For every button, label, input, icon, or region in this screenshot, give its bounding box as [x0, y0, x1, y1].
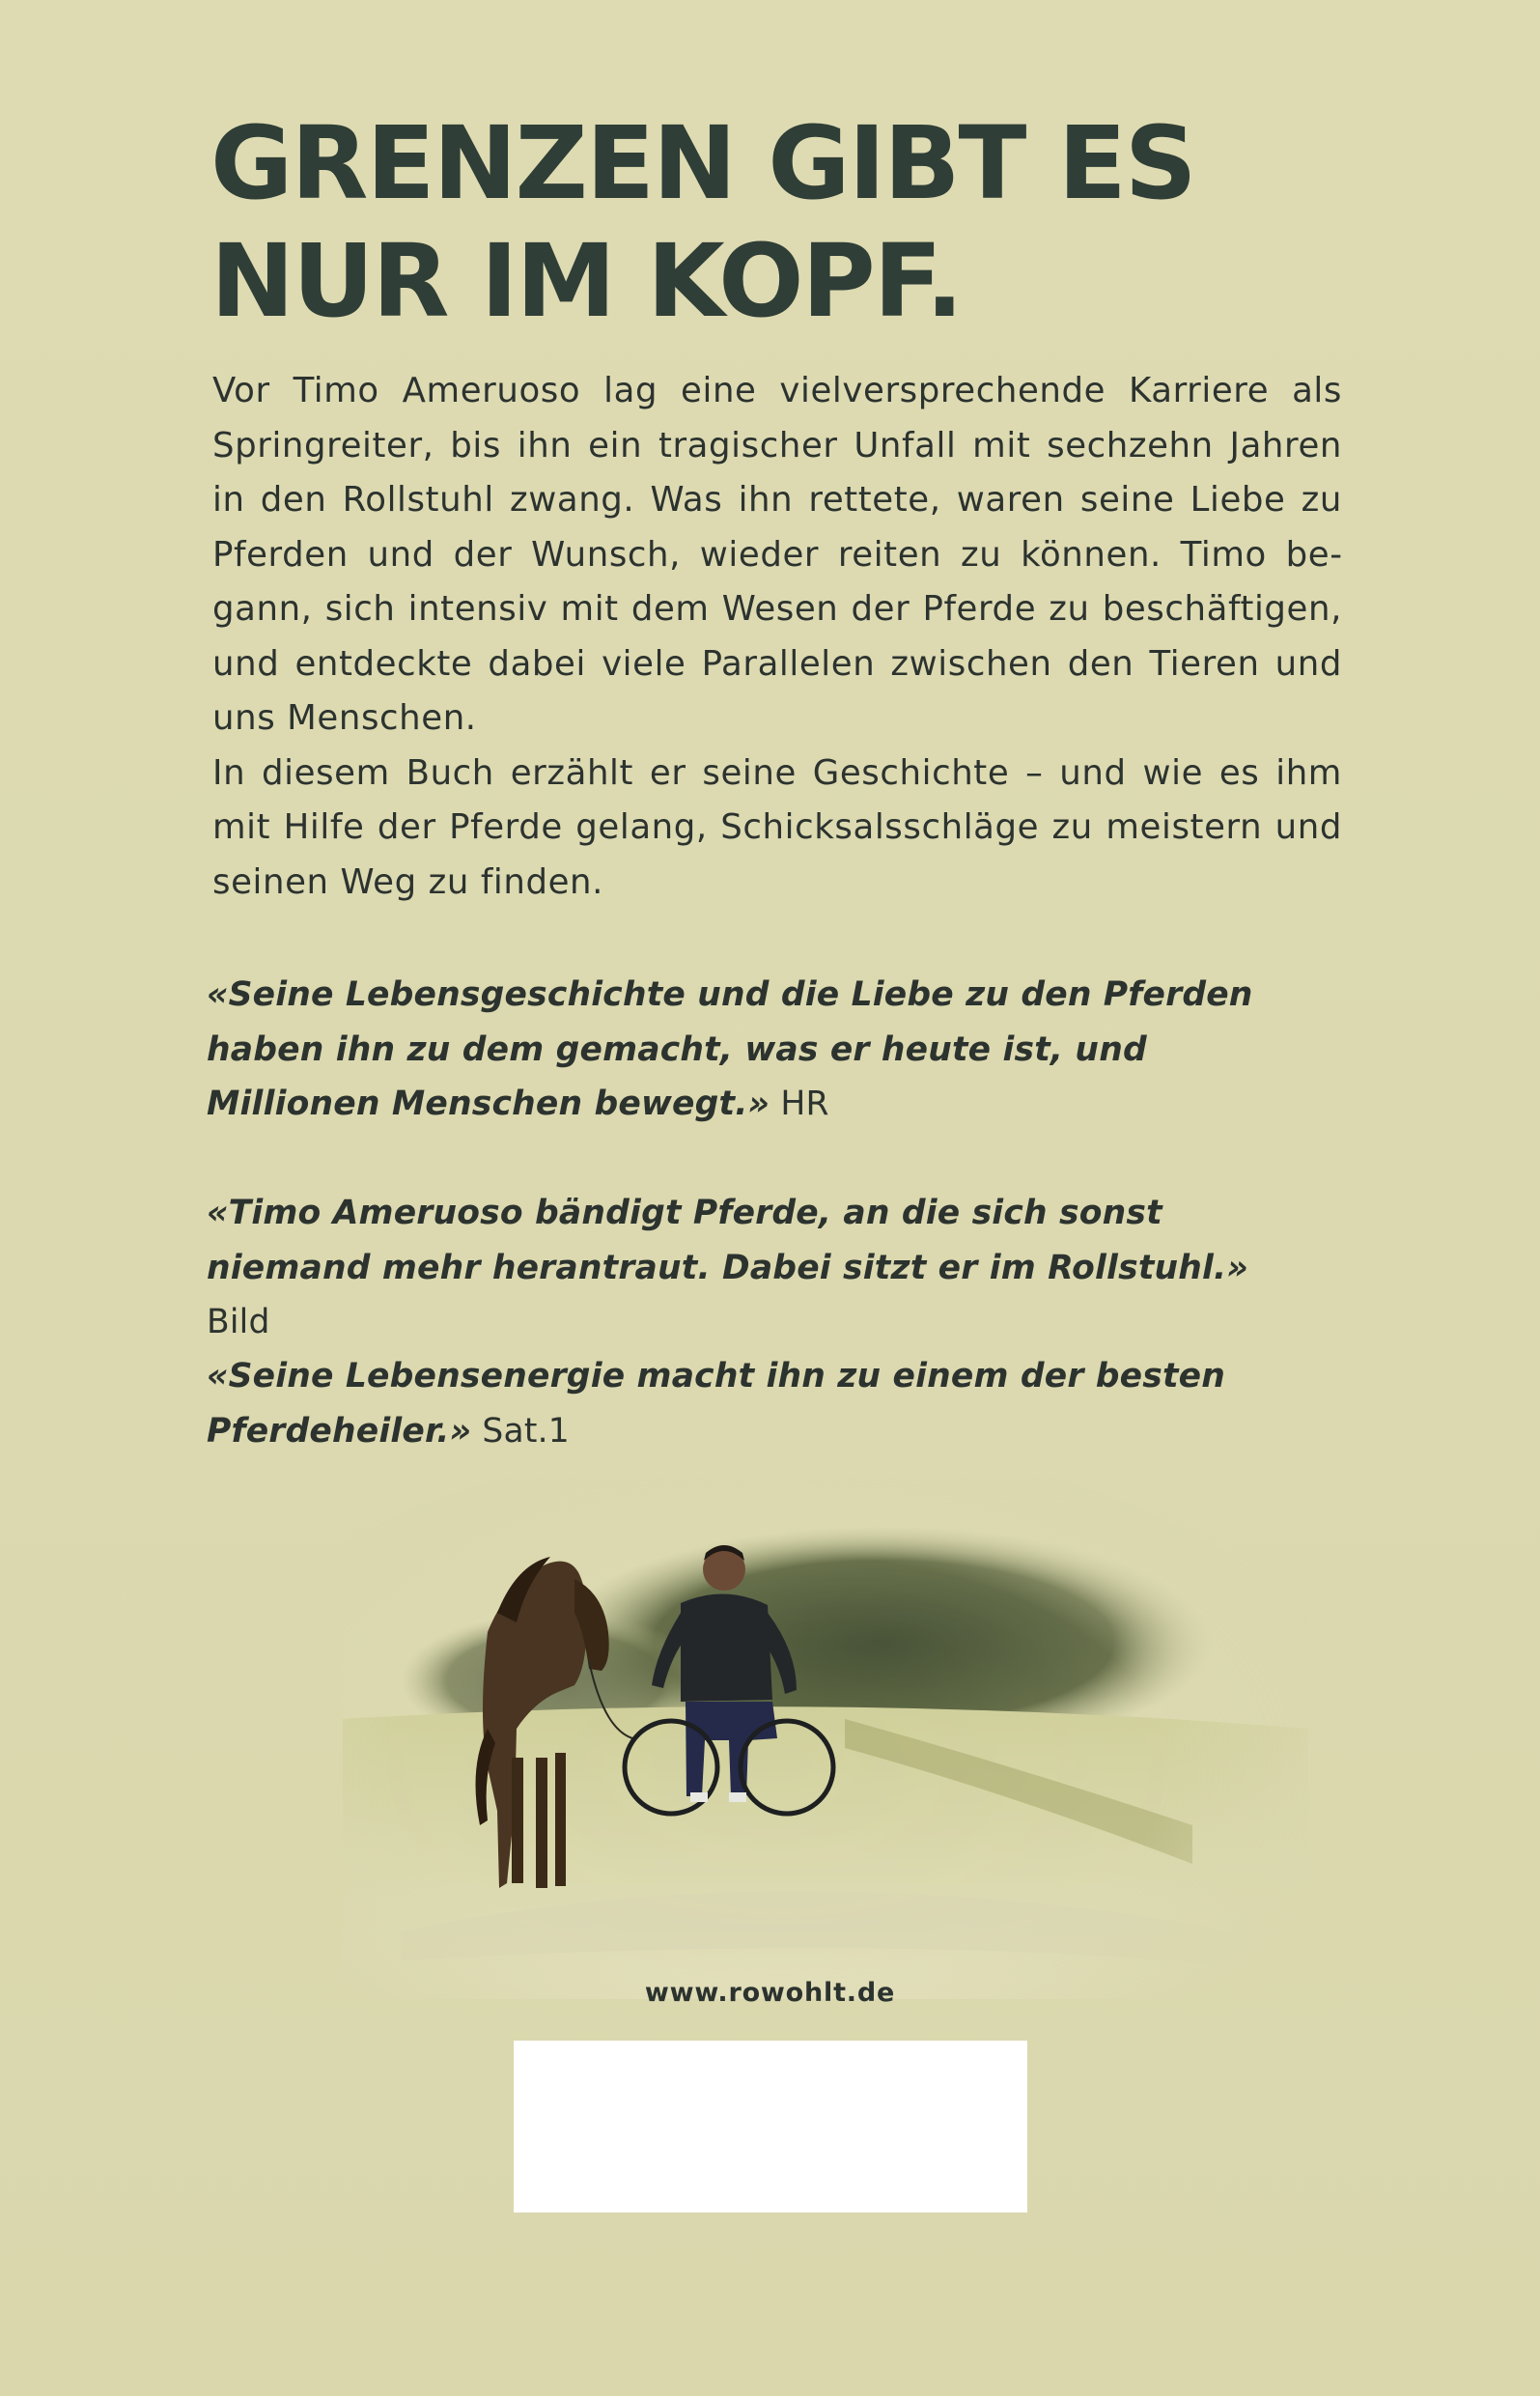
- publisher-url: www.rowohlt.de: [644, 1978, 896, 2008]
- review-quote-2: [207, 1186, 1317, 1350]
- barcode-area: [514, 2041, 1027, 2213]
- review-quote-1: [207, 968, 1317, 1132]
- review-quote-text: «Seine Lebensgeschichte und die Liebe zu den Pferden haben ihn zu dem gemacht, was er heute ist, und Millionen Menschen bewegt.»: [207, 975, 1253, 1123]
- review-quote-source: HR: [780, 1085, 829, 1123]
- blurb-paragraph-2: In diesem Buch erzählt er seine Geschichte – und wie es ihm mit Hilfe der Pferde gelang, Schicksalsschläge zu meistern und seinen Weg zu finden.: [212, 752, 1342, 902]
- review-quote-source: Sat.1: [482, 1411, 570, 1451]
- review-quote-3: [207, 1349, 1317, 1458]
- headline-line-2: NUR IM KOPF.: [210, 222, 962, 340]
- headline: [210, 104, 1369, 340]
- headline-line-1: GRENZEN GIBT ES: [210, 104, 1195, 222]
- blurb-paragraph-1: Vor Timo Ameruoso lag eine vielversprechende Karriere als Springreiter, bis ihn ein tragischer Unfall mit sechzehn Jahren in den Rollstuhl zwang. Was ihn rettete, waren seine Liebe zu Pferden und der Wunsch, wieder reiten zu können. Timo begann, sich intensiv mit dem Wesen der Pferde zu beschäftigen, und entdeckte dabei viele Parallelen zwischen den Tieren und uns Menschen.: [212, 371, 1342, 738]
- review-quote-text: «Seine Lebensenergie macht ihn zu einem der besten Pferdeheiler.»: [207, 1357, 1226, 1451]
- blurb: [212, 364, 1342, 910]
- review-quote-source: Bild: [207, 1303, 270, 1341]
- review-quote-text: «Timo Ameruoso bändigt Pferde, an die sich sonst niemand mehr herantraut. Dabei sitzt er im Rollstuhl.»: [207, 1194, 1248, 1287]
- cover-photo-horse-and-wheelchair: [343, 1478, 1308, 1999]
